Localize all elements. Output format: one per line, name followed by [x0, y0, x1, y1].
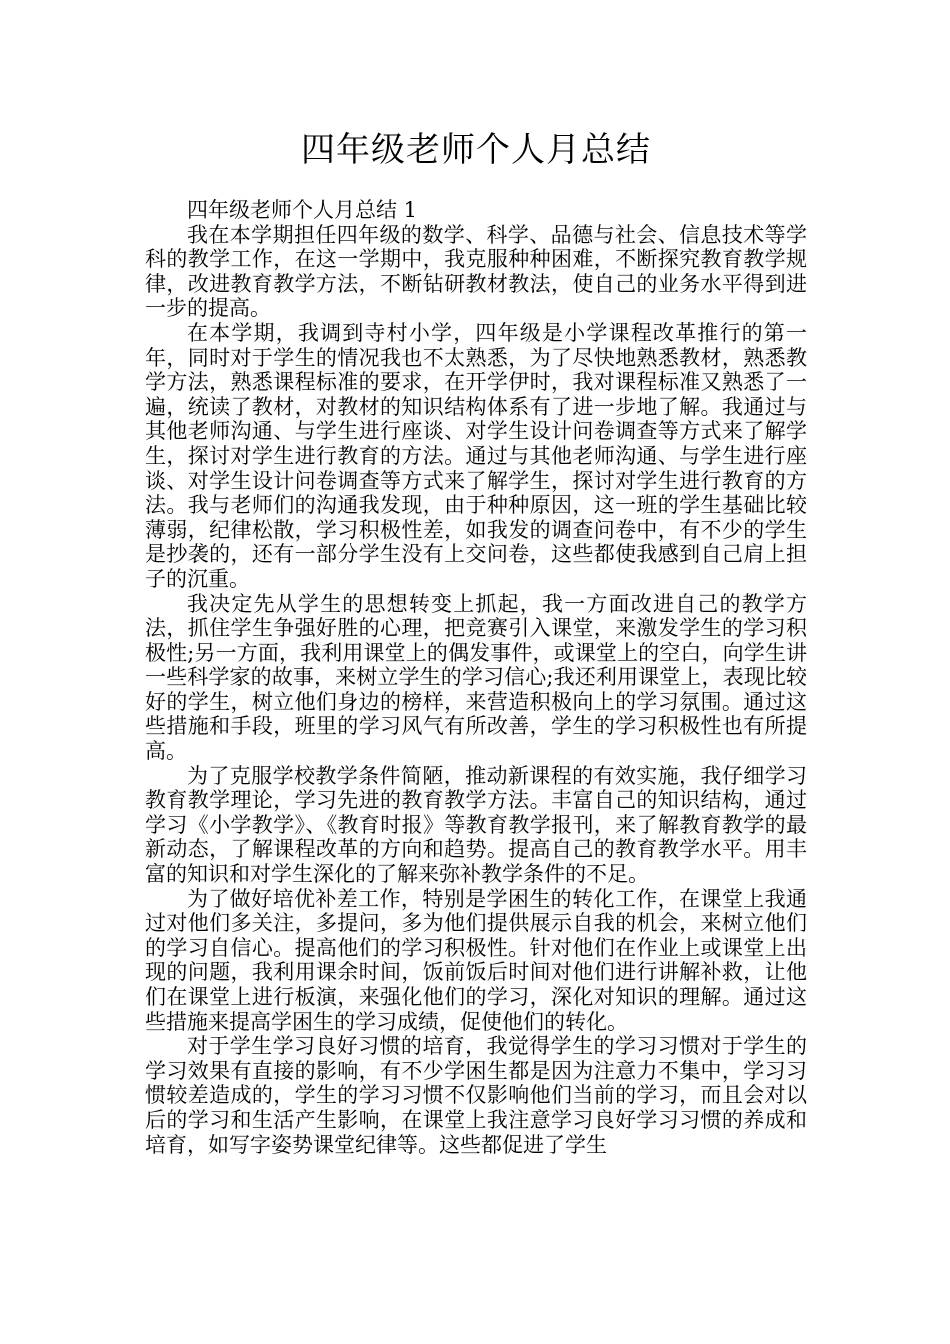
paragraph: 我在本学期担任四年级的数学、科学、品德与社会、信息技术等学科的教学工作，在这一学期中，我克服种种困难，不断探究教育教学规律，改进教育教学方法，不断钻研教材教法，使自己的业务水平得到进一步的提高。: [145, 222, 807, 321]
paragraph: 为了克服学校教学条件简陋，推动新课程的有效实施，我仔细学习教育教学理论，学习先进的教育教学方法。丰富自己的知识结构，通过学习《小学教学》、《教育时报》等教育教学报刊，来了解教育教学的最新动态，了解课程改革的方向和趋势。提高自己的教育教学水平。用丰富的知识和对学生深化的了解来弥补教学条件的不足。: [145, 763, 807, 887]
section-heading: 四年级老师个人月总结 1: [187, 198, 418, 222]
document-page: [145, 128, 807, 1157]
document-body: [145, 198, 807, 1157]
paragraph: 为了做好培优补差工作，特别是学困生的转化工作，在课堂上我通过对他们多关注，多提问，多为他们提供展示自我的机会，来树立他们的学习自信心。提高他们的学习积极性。针对他们在作业上或课堂上出现的问题，我利用课余时间，饭前饭后时间对他们进行讲解补救，让他们在课堂上进行板演，来强化他们的学习，深化对知识的理解。通过这些措施来提高学困生的学习成绩，促使他们的转化。: [145, 886, 807, 1034]
document-title: 四年级老师个人月总结: [301, 130, 651, 170]
paragraph: 对于学生学习良好习惯的培育，我觉得学生的学习习惯对于学生的学习效果有直接的影响，有不少学困生都是因为注意力不集中，学习习惯较差造成的，学生的学习习惯不仅影响他们当前的学习，而且会对以后的学习和生活产生影响，在课堂上我注意学习良好学习习惯的养成和培育，如写字姿势课堂纪律等。这些都促进了学生: [145, 1034, 807, 1157]
paragraph: 在本学期，我调到寺村小学，四年级是小学课程改革推行的第一年，同时对于学生的情况我也不太熟悉，为了尽快地熟悉教材，熟悉教学方法，熟悉课程标准的要求，在开学伊时，我对课程标准又熟悉了一遍，统读了教材，对教材的知识结构体系有了进一步地了解。我通过与其他老师沟通、与学生进行座谈、对学生设计问卷调查等方式来了解学生，探讨对学生进行教育的方法。通过与其他老师沟通、与学生进行座谈、对学生设计问卷调查等方式来了解学生，探讨对学生进行教育的方法。我与老师们的沟通我发现，由于种种原因，这一班的学生基础比较薄弱，纪律松散，学习积极性差，如我发的调查问卷中，有不少的学生是抄袭的，还有一部分学生没有上交问卷，这些都使我感到自己肩上担子的沉重。: [145, 320, 807, 591]
paragraph: 我决定先从学生的思想转变上抓起，我一方面改进自己的教学方法，抓住学生争强好胜的心理，把竞赛引入课堂，来激发学生的学习积极性;另一方面，我利用课堂上的偶发事件，或课堂上的空白，向学生讲一些科学家的故事，来树立学生的学习信心;我还利用课堂上，表现比较好的学生，树立他们身边的榜样，来营造积极向上的学习氛围。通过这些措施和手段，班里的学习风气有所改善，学生的学习积极性也有所提高。: [145, 591, 807, 764]
